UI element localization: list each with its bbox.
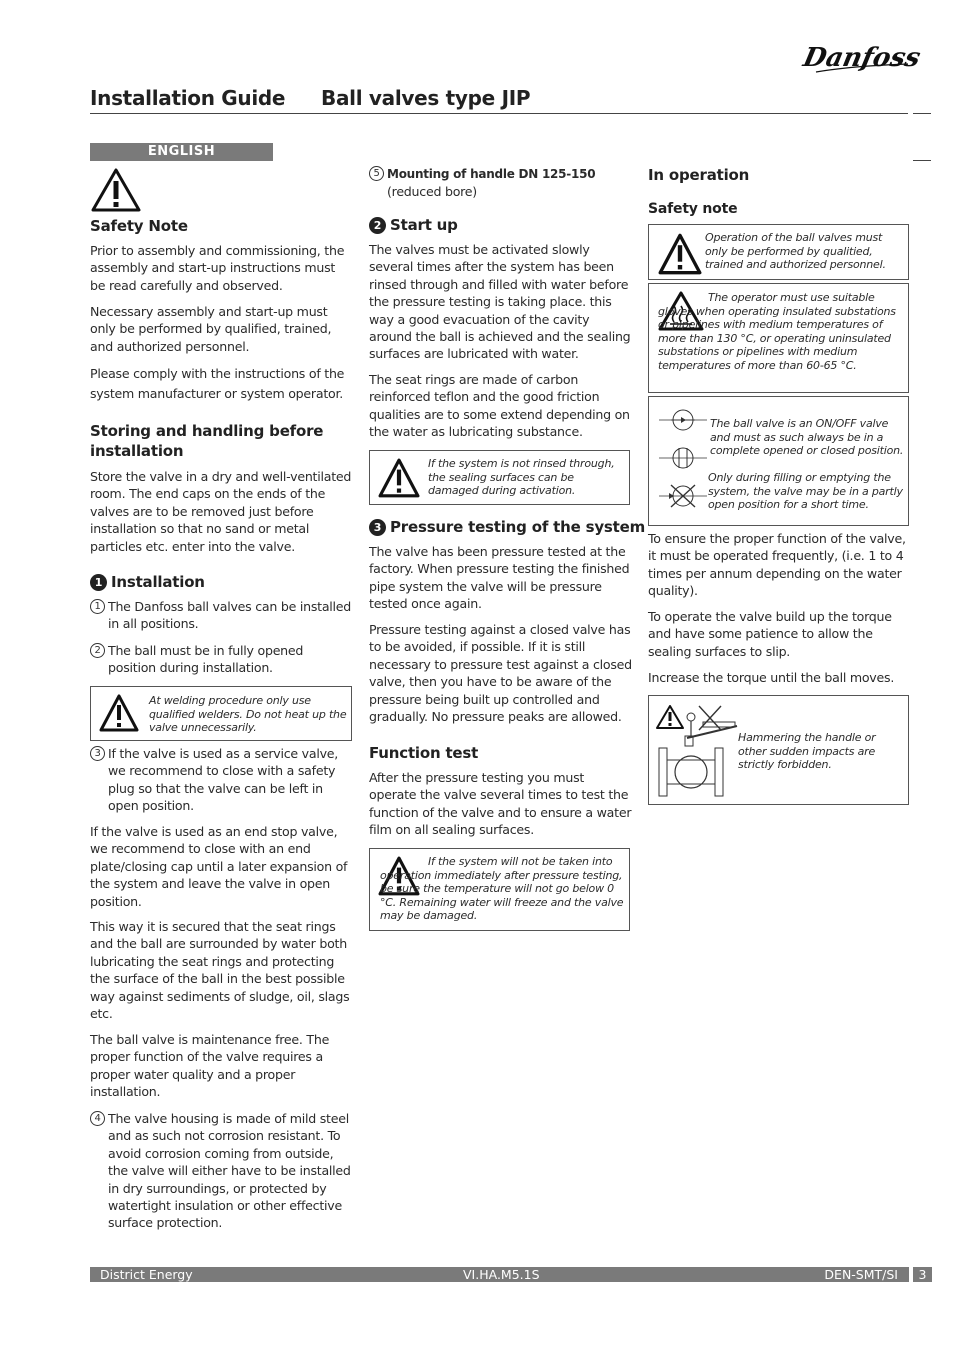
welding-warning-box xyxy=(90,686,352,741)
footer-left: District Energy xyxy=(100,1267,193,1282)
footer-right: DEN-SMT/SI xyxy=(824,1267,898,1282)
list-item-text: The ball must be in fully opened position during installation. xyxy=(108,643,304,676)
installation-title: Installation xyxy=(111,573,205,591)
welding-warning-text: At welding procedure only use qualified welders. Do not heat up the valve unnecessarily. xyxy=(149,694,347,735)
list-item-text: The valve housing is made of mild steel and as such not corrosion resistant. To avoid corrosion coming from outside, the valve will either have to be installed in dry surroundings, or protected by watertight insulation or other effective surface protection. xyxy=(108,1111,351,1231)
warning-icon xyxy=(378,458,420,498)
svg-text:Danfoss: Danfoss xyxy=(800,42,924,73)
rinse-warning-text: If the system is not rinsed through, the sealing surfaces can be damaged during activation. xyxy=(428,457,615,498)
storing-heading: Storing and handling before installation xyxy=(90,422,324,460)
rinse-warning-box xyxy=(369,450,630,505)
safety-note-heading: Safety Note xyxy=(90,217,188,235)
safety-paragraph-3: Please comply with the instructions of the system manufacturer or system operator. xyxy=(90,366,345,401)
installation-heading xyxy=(90,572,205,592)
header-rule xyxy=(90,113,908,114)
reduced-bore-note: (reduced bore) xyxy=(387,184,477,200)
pressure-paragraph-1: The valve has been pressure tested at the factory. When pressure testing the finished pipe system the valve will be pressure tested once again. xyxy=(369,544,630,612)
filling-info-text: Only during filling or emptying the system, the valve may be in a partly open position for a short time. xyxy=(708,471,903,512)
circled-number: 1 xyxy=(90,599,105,614)
operation-paragraph-2: To operate the valve build up the torque and have some patience to allow the sealing surfaces to slip. xyxy=(648,609,892,659)
circled-number: 4 xyxy=(90,1111,105,1126)
list-item xyxy=(369,165,631,201)
step-number-badge: 1 xyxy=(90,574,107,591)
list-item xyxy=(90,1110,352,1232)
safety-paragraph-1: Prior to assembly and commissioning, the assembly and start-up instructions must be read carefully and observed. xyxy=(90,243,345,293)
handle-mounting-title: Mounting of handle DN 125-150 xyxy=(387,167,596,181)
function-test-paragraph: After the pressure testing you must operate the valve several times to test the function of the valve and to ensure a water film on all sealing surfaces. xyxy=(369,770,632,838)
personnel-warning-text: Operation of the ball valves must only be performed by qualitied, trained and authorized personnel. xyxy=(705,231,886,272)
in-operation-heading: In operation xyxy=(648,166,750,184)
footer-center: VI.HA.M5.1S xyxy=(463,1267,540,1282)
endstop-paragraph: If the valve is used as an end stop valve, we recommend to close with an end plate/closing cap until a later expansion of the system and leave the valve in open position. xyxy=(90,824,348,909)
startup-title: Start up xyxy=(390,216,458,234)
circled-number: 5 xyxy=(369,166,384,181)
list-item xyxy=(90,598,352,633)
secured-paragraph: This way it is secured that the seat rings and the ball are surrounded by water both lubricating the seat rings and protecting the surface of the ball in the best possible way against sediments of sludge, oil, slags etc. xyxy=(90,919,350,1022)
safety-paragraph-2: Necessary assembly and start-up must only be performed by qualified, trained, and authorized personnel. xyxy=(90,304,332,354)
hot-surface-warning-text: The operator must use suitable gloves when operating insulated substations or pipelines with medium temperatures of more than 130 °C, or operating uninsulated substations or pipelines with medium temperatures of more than 60-65 °C. xyxy=(658,291,896,372)
valve-positions-icon xyxy=(657,407,709,511)
page-number: 3 xyxy=(918,1267,927,1282)
startup-heading xyxy=(369,215,458,235)
list-item-text: The Danfoss ball valves can be installed in all positions. xyxy=(108,599,352,632)
operation-paragraph-3: Increase the torque until the ball moves. xyxy=(648,670,895,685)
storing-paragraph: Store the valve in a dry and well-ventilated room. The end caps on the ends of the valves are to be removed just before installation so that no sand or metal particles etc. enter into the valve. xyxy=(90,469,352,554)
pressure-testing-title: Pressure testing of the system xyxy=(390,518,646,536)
freeze-warning-box xyxy=(369,848,630,931)
list-item-text: If the valve is used as a service valve, we recommend to close with a safety plug so that the valve can be left in open position. xyxy=(108,746,339,814)
pressure-paragraph-2: Pressure testing against a closed valve has to be avoided, if possible. If it is still necessary to pressure test against a closed valve, then you have to be aware of the pressure being built up controlled and gradually. No pressure peaks are allowed. xyxy=(369,622,632,725)
freeze-warning-text: If the system will not be taken into operation immediately after pressure testing, be sure the temperature will not go below 0 °C. Remaining water will freeze and the valve may be damaged. xyxy=(380,855,624,923)
hammer-forbidden-icon xyxy=(657,704,741,798)
warning-icon xyxy=(99,694,139,732)
step-number-badge: 2 xyxy=(369,217,386,234)
circled-number: 3 xyxy=(90,746,105,761)
footer-bar xyxy=(90,1267,909,1282)
on-off-info-text: The ball valve is an ON/OFF valve and must as such always be in a complete opened or closed position. xyxy=(710,417,904,458)
product-title: Ball valves type JIP xyxy=(321,86,531,110)
circled-number: 2 xyxy=(90,643,105,658)
operation-paragraph-1: To ensure the proper function of the valve, it must be operated frequently, (i.e. 1 to 4 times per annum depending on the water quality). xyxy=(648,531,906,599)
list-item xyxy=(90,642,352,677)
danfoss-logo xyxy=(800,38,924,76)
warning-icon xyxy=(658,233,702,275)
hammering-warning-text: Hammering the handle or other sudden impacts are strictly forbidden. xyxy=(738,731,876,772)
startup-paragraph-2: The seat rings are made of carbon reinforced teflon and the good friction qualities are to some extend depending on the water as lubricating substance. xyxy=(369,372,630,440)
edge-mark xyxy=(913,113,931,114)
hot-surface-warning-box xyxy=(648,283,909,393)
maintenance-paragraph: The ball valve is maintenance free. The proper function of the valve requires a proper water quality and a proper installation. xyxy=(90,1032,330,1100)
doc-type-title: Installation Guide xyxy=(90,86,286,110)
valve-position-info-box xyxy=(648,396,909,526)
warning-icon xyxy=(91,168,141,212)
function-test-heading: Function test xyxy=(369,744,479,762)
list-item xyxy=(90,745,352,815)
pressure-testing-heading xyxy=(369,517,645,537)
page-number-bar xyxy=(913,1267,932,1282)
hammering-warning-box xyxy=(648,695,909,805)
personnel-warning-box xyxy=(648,224,909,280)
language-bar: ENGLISH xyxy=(90,143,273,161)
safety-note-subheading: Safety note xyxy=(648,201,738,217)
step-number-badge: 3 xyxy=(369,519,386,536)
edge-mark xyxy=(913,160,931,161)
startup-paragraph-1: The valves must be activated slowly several times after the system has been rinsed through and filled with water before the pressure testing is taking place. this way a good evacuation of the cavity around the ball is achieved and the sealing surfaces are lubricated with water. xyxy=(369,242,631,362)
